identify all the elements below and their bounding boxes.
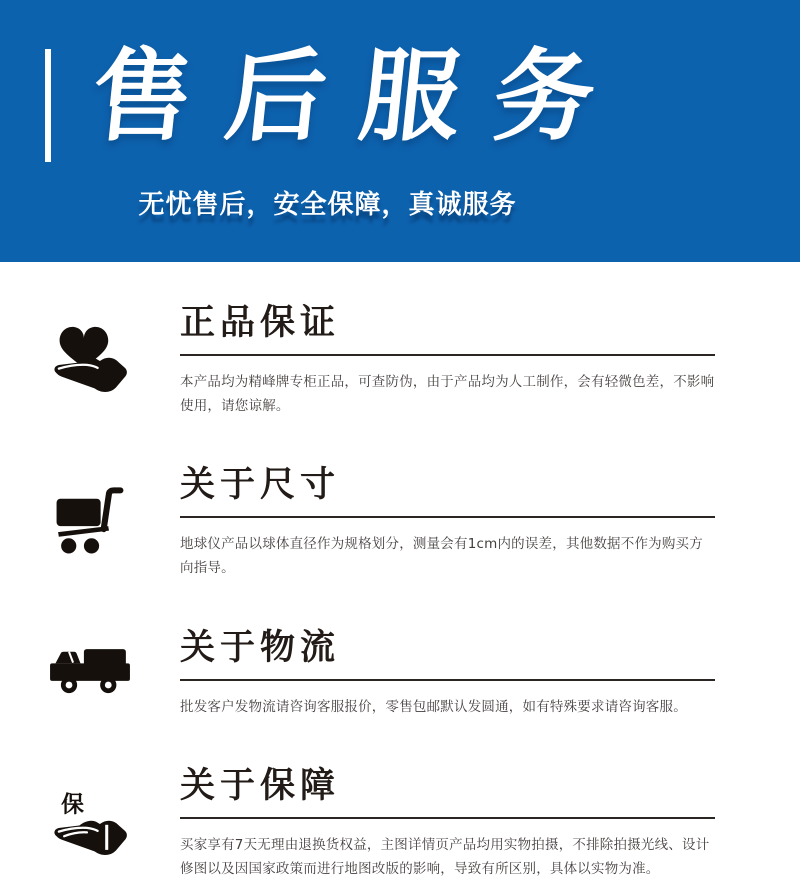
section-title: 正品保证 xyxy=(180,303,341,343)
section-title: 关于物流 xyxy=(180,627,341,668)
section-title: 关于保障 xyxy=(180,766,341,807)
section-content xyxy=(180,627,715,720)
section-body: 本产品均为精峰牌专柜正品，可查防伪，由于产品均为人工制作，会有轻微色差，不影响使用，请您谅解。 xyxy=(180,374,715,414)
service-sections xyxy=(0,262,800,881)
section-content xyxy=(180,465,715,580)
page-subtitle: 无忧售后，安全保障，真诚服务 xyxy=(138,190,517,220)
section-genuine-guarantee xyxy=(0,303,800,418)
section-title: 关于尺寸 xyxy=(180,465,341,506)
section-content xyxy=(180,766,715,881)
section-body: 地球仪产品以球体直径作为规格划分，测量会有1cm内的误差，其他数据不作为购买方向指导。 xyxy=(180,536,703,576)
section-divider xyxy=(180,516,715,518)
section-guarantee xyxy=(0,766,800,881)
shopping-cart-icon xyxy=(0,468,180,558)
section-divider xyxy=(180,354,715,356)
page-title: 售后服务 xyxy=(86,38,635,155)
guarantee-character: 保 xyxy=(61,792,84,819)
delivery-truck-icon xyxy=(0,631,180,706)
accent-bar xyxy=(45,49,51,162)
section-size xyxy=(0,465,800,580)
guarantee-hand-icon xyxy=(0,769,180,859)
section-body: 批发客户发物流请咨询客服报价，零售包邮默认发圆通，如有特殊要求请咨询客服。 xyxy=(180,698,687,715)
section-divider xyxy=(180,817,715,819)
section-divider xyxy=(180,679,715,681)
section-logistics xyxy=(0,627,800,720)
section-body: 买家享有7天无理由退换货权益，主图详情页产品均用实物拍摄，不排除拍摄光线、设计修图以及因国家政策而进行地图改版的影响，导致有所区别，具体以实物为准。 xyxy=(180,837,710,877)
hero-banner xyxy=(0,0,800,262)
heart-in-hand-icon xyxy=(0,306,180,396)
section-content xyxy=(180,303,715,418)
